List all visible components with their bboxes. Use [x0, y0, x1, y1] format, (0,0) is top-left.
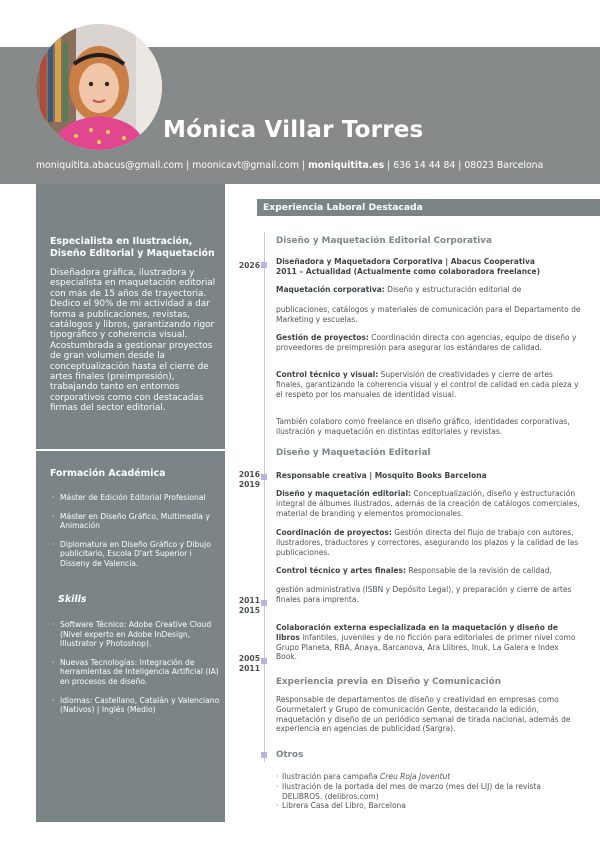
- year-label: 2026: [238, 261, 260, 270]
- section-title-editorial: Diseño y Maquetación Editorial: [276, 448, 431, 458]
- contact-location: 08023 Barcelona: [464, 160, 544, 171]
- mosquito-paragraph-1: [276, 489, 582, 518]
- paragraph-text: Responsable de la revisión de calidad,: [405, 566, 552, 575]
- abacus-paragraph-4: También colaboro como freelance en diseño gráfico, identidades corporativas, ilustración y maquetación en distintas editoriales y revistas.: [276, 417, 570, 436]
- abacus-paragraph-1: [276, 285, 582, 295]
- paragraph-label: Maquetación corporativa:: [276, 285, 385, 294]
- section-title-otros: Otros: [276, 750, 304, 760]
- separator: |: [384, 160, 394, 171]
- profile-title-line-2: Diseño Editorial y Maquetación: [50, 247, 215, 259]
- role-mosquito: Responsable creativa | Mosquito Books Barcelona: [276, 471, 487, 480]
- paragraph-label: Colaboración externa especializada en la maquetación y diseño de libros: [276, 623, 558, 642]
- experience-header-bar: Experiencia Laboral Destacada: [257, 199, 600, 216]
- portrait-photo: [36, 24, 162, 150]
- skills-list: [50, 620, 220, 724]
- paragraph-text: Gestión directa del flujo de trabajo con autores, ilustradores, traductores y correctores, asegurando los plazos y la calidad de las publicaciones.: [276, 528, 579, 557]
- year-label: 2015: [238, 606, 260, 615]
- otros-item: [276, 772, 576, 782]
- skills-item: · Software Técnico: Adobe Creative Cloud (Nivel experto en Adobe InDesign, Illustrator y Photoshop).: [50, 620, 220, 649]
- paragraph-text: Coordinación directa con agencias, equipo de diseño y proveedores de preimpresión para asegurar los estándares de calidad.: [276, 333, 577, 352]
- contact-phone: 636 14 44 84: [393, 160, 456, 171]
- otros-item-text: Ilustración para campaña: [282, 772, 381, 781]
- year-label: 2011: [238, 664, 260, 673]
- otros-item: · Ilustración de la portada del mes de marzo (mes del LIJ) de la revista DELIBROS. (delibros.com): [276, 782, 576, 802]
- otros-item-italic: Creu Roja Joventut: [380, 772, 451, 781]
- abacus-paragraph-3: [276, 370, 582, 399]
- paragraph-label: Coordinación de proyectos:: [276, 528, 392, 537]
- otros-list: [276, 772, 576, 811]
- year-label: 2016: [238, 470, 260, 479]
- contact-website[interactable]: moniquitita.es: [308, 160, 385, 171]
- contact-email-2[interactable]: moonicavt@gmail.com: [192, 160, 300, 171]
- education-item: · Máster en Diseño Gráfico, Multimedia y Animación: [50, 512, 220, 531]
- profile-title: [50, 236, 215, 259]
- timeline-marker: [261, 752, 267, 758]
- paragraph-label: Diseño y maquetación editorial:: [276, 489, 412, 498]
- contact-line: [36, 160, 543, 171]
- avatar: [36, 24, 162, 150]
- otros-item: · Librera Casa del Libro, Barcelona: [276, 801, 576, 811]
- skills-title: Skills: [58, 594, 87, 605]
- separator: |: [455, 160, 465, 171]
- sidebar: [36, 184, 225, 822]
- timeline-marker: [261, 474, 267, 480]
- paragraph-text: infantiles, juveniles y de no ficción para editoriales de primer nivel como Grupo Planeta, RBA, Anaya, Barcanova, Ara Llibres, Inuk, La Galera e Index Book.: [276, 632, 576, 662]
- mosquito-paragraph-2: [276, 528, 582, 557]
- paragraph-text: Conceptualización, diseño y estructuración integral de álbumes ilustrados, además de la creación de catálogos comerciales, material de branding y elementos promocionales.: [276, 489, 580, 518]
- paragraph-label: Gestión de proyectos:: [276, 333, 369, 342]
- section-title-corporativa: Diseño y Maquetación Editorial Corporativa: [276, 236, 492, 246]
- role-abacus-line-1: Diseñadora y Maquetadora Corporativa | Abacus Cooperativa: [276, 257, 535, 266]
- paragraph-label: Control técnico y visual:: [276, 370, 379, 379]
- mosquito-paragraph-3: [276, 566, 582, 576]
- profile-title-line-1: Especialista en Ilustración,: [50, 236, 193, 247]
- skills-item: · Nuevas Tecnologías: Integración de herramientas de Inteligencia Artificial (IA) en procesos de diseño.: [50, 658, 220, 687]
- year-label: 2019: [238, 480, 260, 489]
- separator: |: [183, 160, 193, 171]
- section-title-previa: Experiencia previa en Diseño y Comunicación: [276, 677, 501, 687]
- role-abacus-line-2: 2011 – Actualidad (Actualmente como colaboradora freelance): [276, 266, 541, 276]
- section-divider: [36, 449, 225, 451]
- education-title: Formación Académica: [50, 468, 166, 479]
- timeline-marker: [261, 262, 267, 268]
- timeline-marker: [261, 658, 267, 664]
- education-item: · Diplomatura en Diseño Gráfico y Dibujo publicitario, Escola D'art Superior i Disseny de Valencia.: [50, 540, 220, 569]
- paragraph-text: Diseño y estructuración editorial de: [384, 285, 522, 294]
- profile-summary: Diseñadora gráfica, ilustradora y especialista en maquetación editorial con más de 15 años de trayectoria. Dedico el 90% de mi actividad a dar forma a publicaciones, revistas, catálogos y libros, garantizando rigor tipográfico y coherencia visual. Acostumbrada a gestionar proyectos de gran volumen desde la conceptualización hasta el cierre de artes finales (preimpresión), trabajando tanto en entornos corporativos como con destacadas firmas del sector editorial.: [50, 268, 216, 414]
- skills-item: · Idiomas: Castellano, Catalán y Valenciano (Nativos) | Inglés (Medio): [50, 696, 220, 715]
- timeline-line: [264, 232, 265, 762]
- year-label: 2011: [238, 596, 260, 605]
- role-abacus: [276, 257, 540, 276]
- year-label: 2005: [238, 654, 260, 663]
- abacus-paragraph-2: [276, 333, 582, 353]
- separator: |: [299, 160, 309, 171]
- mosquito-paragraph-3b: gestión administrativa (ISBN y Depósito Legal), y preparación y cierre de artes finales para imprenta.: [276, 585, 572, 604]
- paragraph-label: Control técnico y artes finales:: [276, 566, 406, 575]
- candidate-name: Mónica Villar Torres: [163, 117, 424, 143]
- external-collaboration-paragraph: [276, 623, 582, 662]
- education-list: [50, 493, 220, 578]
- abacus-paragraph-1b: publicaciones, catálogos y materiales de comunicación para el Departamento de Marketing y escuelas.: [276, 305, 581, 324]
- previous-experience-paragraph: Responsable de departamentos de diseño y creatividad en empresas como Gourmetalert y Grupo de comunicación Gente, destacando la edición, maquetación y diseño de un periódico semanal de tirada nacional, además de experiencia en agencias de publicidad (Sargra).: [276, 695, 571, 734]
- timeline-marker: [261, 600, 267, 606]
- education-item: · Máster de Edición Editorial Profesional: [50, 493, 220, 503]
- contact-email-1[interactable]: moniquitita.abacus@gmail.com: [36, 160, 184, 171]
- paragraph-text: Supervisión de creatividades y cierre de artes finales, garantizando la coherencia visual y el control de calidad en cada pieza y el respeto por los manuales de identidad visual.: [276, 370, 579, 399]
